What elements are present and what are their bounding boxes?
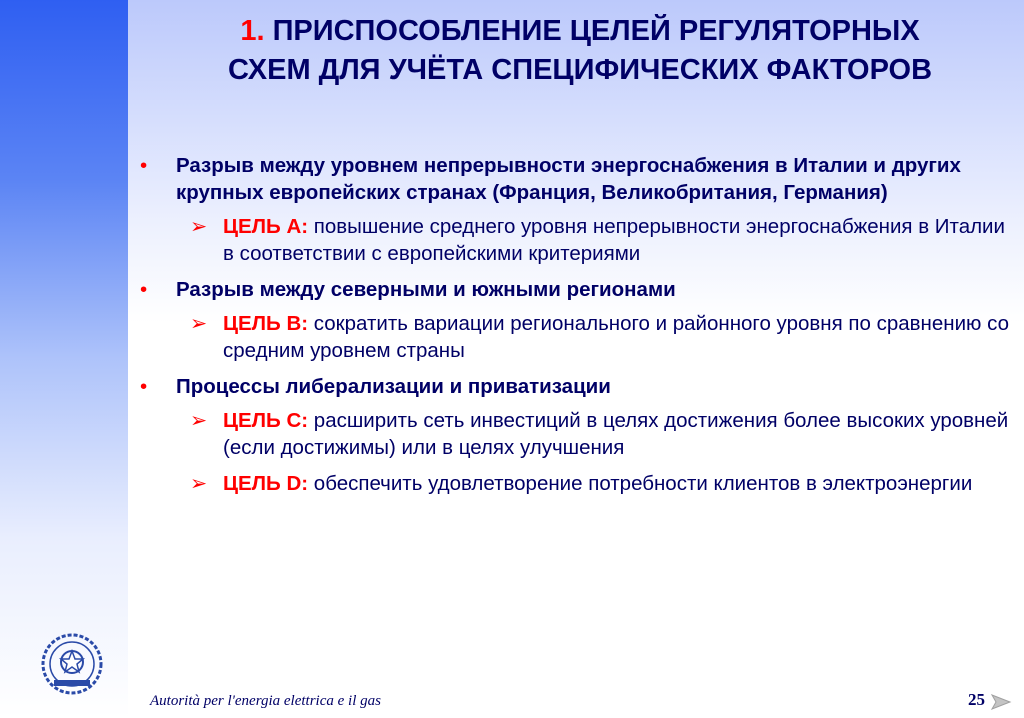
italian-republic-emblem-icon — [40, 632, 104, 696]
footer-organization: Autorità per l'energia elettrica e il gas — [150, 693, 381, 709]
bullet-item — [140, 276, 1010, 303]
bullet-item — [140, 373, 1010, 400]
goal-item — [140, 407, 1010, 461]
bullet-text: Процессы либерализации и приватизации — [176, 375, 611, 398]
bullet-dot-icon: • — [140, 278, 148, 301]
bullet-dot-icon: • — [140, 154, 148, 177]
arrow-bullet-icon: ➢ — [190, 312, 208, 335]
arrow-bullet-icon: ➢ — [190, 215, 208, 238]
bullet-dot-icon: • — [140, 375, 148, 398]
goal-label: ЦЕЛЬ A: — [223, 215, 309, 238]
arrow-bullet-icon: ➢ — [190, 472, 208, 495]
goal-text: повышение среднего уровня непрерывности энергоснабжения в Италии в соответствии с европейскими критериями — [223, 215, 1005, 265]
next-slide-arrow-icon[interactable] — [990, 693, 1014, 711]
bullet-item — [140, 152, 1010, 206]
page-number: 25 — [968, 690, 985, 709]
goal-label: ЦЕЛЬ C: — [223, 409, 309, 432]
goal-text: обеспечить удовлетворение потребности клиентов в электроэнергии — [308, 472, 973, 495]
goal-label: ЦЕЛЬ D: — [223, 472, 309, 495]
title-line-1: ПРИСПОСОБЛЕНИЕ ЦЕЛЕЙ РЕГУЛЯТОРНЫХ — [272, 15, 920, 47]
goal-text: сократить вариации регионального и районного уровня по сравнению со средним уровнем страны — [223, 312, 1009, 362]
goal-label: ЦЕЛЬ B: — [223, 312, 309, 335]
goal-item — [140, 310, 1010, 364]
title-number: 1. — [240, 15, 265, 47]
bullet-text: Разрыв между уровнем непрерывности энергоснабжения в Италии и других крупных европейских странах (Франция, Великобритания, Германия) — [176, 154, 961, 204]
slide-content — [140, 152, 1010, 506]
left-gradient-band — [0, 0, 128, 718]
goal-item — [140, 213, 1010, 267]
slide-title — [140, 12, 1020, 90]
arrow-bullet-icon: ➢ — [190, 409, 208, 432]
goal-item — [140, 470, 1010, 497]
title-line-2: СХЕМ ДЛЯ УЧЁТА СПЕЦИФИЧЕСКИХ ФАКТОРОВ — [227, 54, 933, 86]
bullet-text: Разрыв между северными и южными регионами — [176, 278, 676, 301]
goal-text: расширить сеть инвестиций в целях достижения более высоких уровней (если достижимы) или в целях улучшения — [223, 409, 1009, 459]
